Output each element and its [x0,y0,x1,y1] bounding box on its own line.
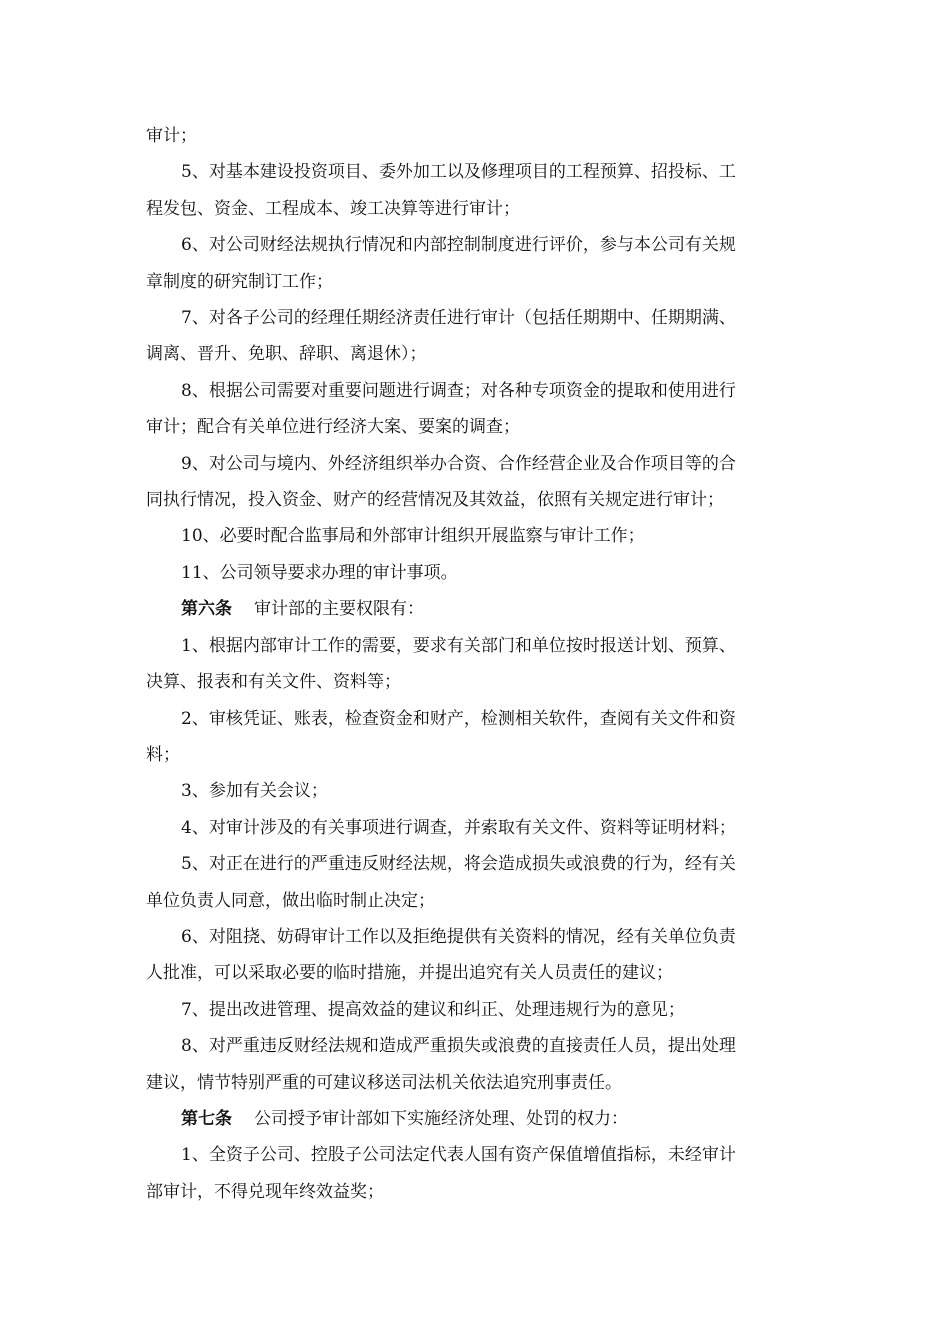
line-text: 6、对公司财经法规执行情况和内部控制制度进行评价，参与本公司有关规 [181,235,736,256]
paragraph-line [146,883,810,919]
line-text: 11、公司领导要求办理的审计事项。 [181,562,458,583]
line-text: 单位负责人同意，做出临时制止决定； [146,890,435,911]
paragraph-line [146,955,810,991]
line-text: 章制度的研究制订工作； [146,271,333,292]
line-text: 程发包、资金、工程成本、竣工决算等进行审计； [146,198,520,219]
paragraph-line [146,555,810,591]
paragraph-line [146,191,810,227]
paragraph-line [146,336,810,372]
line-text: 10、必要时配合监事局和外部审计组织开展监察与审计工作； [181,526,645,547]
paragraph-line [146,227,810,263]
article-paragraph-line [146,591,810,627]
line-text: 8、根据公司需要对重要问题进行调查；对各种专项资金的提取和使用进行 [181,380,736,401]
paragraph-line [146,300,810,336]
paragraph-line [146,919,810,955]
line-text: 同执行情况，投入资金、财产的经营情况及其效益，依照有关规定进行审计； [146,490,724,511]
paragraph-line [146,664,810,700]
paragraph-line [146,118,810,154]
line-text: 部审计，不得兑现年终效益奖； [146,1181,384,1202]
paragraph-line [146,1137,810,1173]
paragraph-line [146,1028,810,1064]
line-text: 人批准，可以采取必要的临时措施，并提出追究有关人员责任的建议； [146,963,673,984]
paragraph-line [146,1065,810,1101]
paragraph-line [146,992,810,1028]
paragraph-line [146,373,810,409]
paragraph-line [146,518,810,554]
paragraph-line [146,154,810,190]
article-heading: 第六条 [181,599,232,620]
paragraph-line [146,737,810,773]
paragraph-line [146,628,810,664]
line-text: 2、审核凭证、账表，检查资金和财产，检测相关软件，查阅有关文件和资 [181,708,736,729]
document-body [146,118,810,1210]
article-heading: 第七条 [181,1108,232,1129]
paragraph-line [146,482,810,518]
paragraph-line [146,773,810,809]
line-text: 7、提出改进管理、提高效益的建议和纠正、处理违规行为的意见； [181,999,685,1020]
line-text: 审计；配合有关单位进行经济大案、要案的调查； [146,417,520,438]
line-text: 5、对正在进行的严重违反财经法规，将会造成损失或浪费的行为，经有关 [181,854,736,875]
line-text: 审计部的主要权限有： [254,599,424,620]
line-text: 料； [146,744,180,765]
line-text: 决算、报表和有关文件、资料等； [146,672,401,693]
line-text: 1、根据内部审计工作的需要，要求有关部门和单位按时报送计划、预算、 [181,635,736,656]
paragraph-line [146,409,810,445]
line-text: 5、对基本建设投资项目、委外加工以及修理项目的工程预算、招投标、工 [181,162,736,183]
line-text: 7、对各子公司的经理任期经济责任进行审计（包括任期期中、任期期满、 [181,308,736,329]
line-text: 6、对阻挠、妨碍审计工作以及拒绝提供有关资料的情况，经有关单位负责 [181,926,736,947]
article-paragraph-line [146,1101,810,1137]
line-text: 1、全资子公司、控股子公司法定代表人国有资产保值增值指标，未经审计 [181,1145,736,1166]
line-text: 3、参加有关会议； [181,781,328,802]
line-text: 审计； [146,126,197,146]
line-text: 4、对审计涉及的有关事项进行调查，并索取有关文件、资料等证明材料； [181,817,736,838]
paragraph-line [146,810,810,846]
line-text: 9、对公司与境内、外经济组织举办合资、合作经营企业及合作项目等的合 [181,453,736,474]
line-text: 调离、晋升、免职、辞职、离退休）； [146,344,427,365]
line-text: 8、对严重违反财经法规和造成严重损失或浪费的直接责任人员，提出处理 [181,1036,736,1057]
paragraph-line [146,264,810,300]
paragraph-line [146,701,810,737]
paragraph-line [146,1174,810,1210]
line-text: 建议，情节特别严重的可建议移送司法机关依法追究刑事责任。 [146,1072,622,1093]
paragraph-line [146,846,810,882]
paragraph-line [146,446,810,482]
line-text: 公司授予审计部如下实施经济处理、处罚的权力： [254,1108,628,1129]
